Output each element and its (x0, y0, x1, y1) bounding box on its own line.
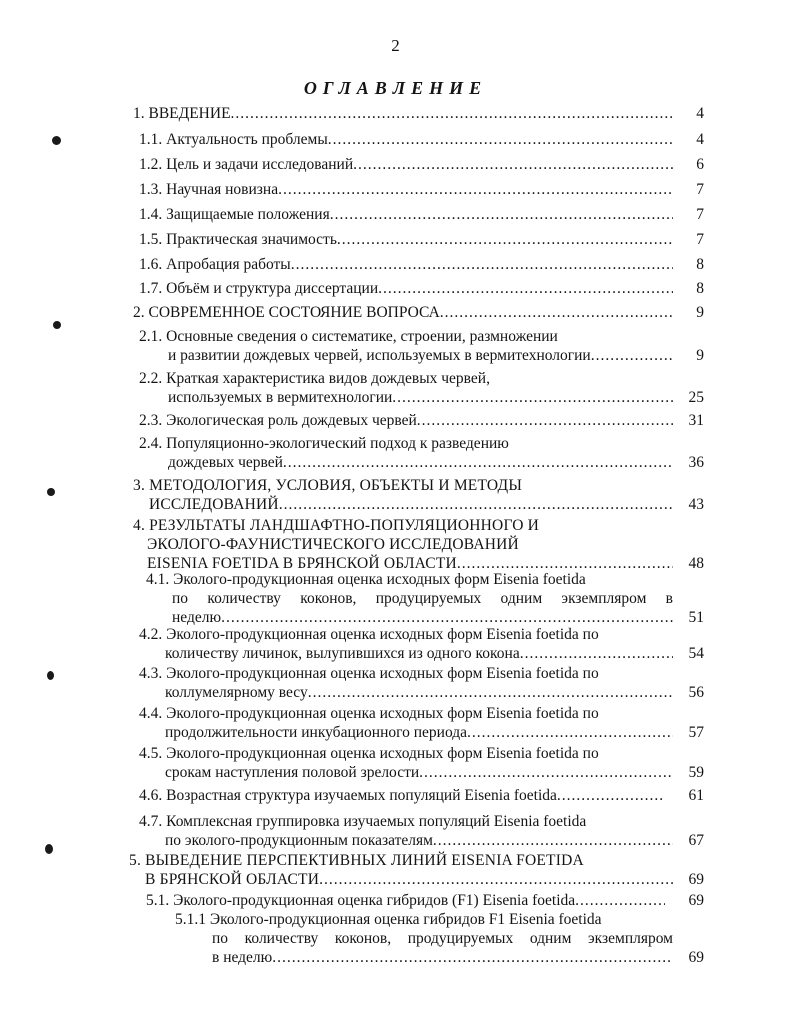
toc-page-number: 8 (696, 256, 704, 273)
toc-entry-1-6[interactable] (139, 255, 673, 274)
leader-dots (417, 411, 673, 430)
leader-dots (591, 346, 673, 365)
toc-entry-title-line: 4.5. Эколого-продукционная оценка исходных форм Eisenia foetida по (139, 745, 599, 762)
margin-blot (52, 136, 61, 145)
toc-entry-5-1-1[interactable] (175, 910, 673, 967)
margin-blot (45, 844, 53, 854)
toc-page-number: 4 (696, 105, 704, 122)
leader-dots (520, 644, 673, 663)
toc-entry-title-line: по количеству коконов, продуцируемых одним экземпляром (212, 930, 673, 947)
toc-entry-4-5[interactable] (139, 744, 673, 782)
leader-dots (330, 205, 673, 224)
leader-dots (319, 870, 673, 889)
toc-entry-title: 1.1. Актуальность проблемы (139, 131, 328, 148)
leader-dots (575, 891, 665, 910)
toc-entry-title-line: по количеству коконов, продуцируемых одним экземпляром в (172, 590, 673, 607)
toc-entry-2[interactable] (133, 303, 673, 322)
leader-dots (557, 786, 664, 805)
toc-page-number: 51 (688, 609, 704, 626)
toc-page-number: 7 (696, 206, 704, 223)
toc-entry-title-line: и развитии дождевых червей, используемых в вермитехнологии (168, 347, 591, 364)
toc-page-number: 4 (696, 131, 704, 148)
toc-entry-title-line: 4.1. Эколого-продукционная оценка исходных форм Eisenia foetida (146, 571, 586, 588)
toc-entry-4-6[interactable] (139, 786, 664, 805)
toc-entry-title: 1.2. Цель и задачи исследований (139, 156, 354, 173)
leader-dots (231, 104, 673, 123)
toc-entry-4-3[interactable] (139, 664, 673, 702)
toc-page-number: 9 (696, 304, 704, 321)
leader-dots (279, 495, 673, 514)
toc-entry-title: 4.6. Возрастная структура изучаемых популяций Eisenia foetida (139, 787, 557, 804)
toc-entry-title-line: по эколого-продукционным показателям (165, 832, 433, 849)
toc-entry-title-line: срокам наступления половой зрелости (165, 764, 420, 781)
toc-page-number: 69 (688, 871, 704, 888)
toc-entry-title-line: 2.1. Основные сведения о систематике, строении, размножении (139, 328, 558, 345)
toc-entry-5-1[interactable] (146, 891, 665, 910)
toc-entry-5[interactable] (129, 851, 673, 889)
toc-entry-1-3[interactable] (139, 180, 673, 199)
toc-page-number: 67 (688, 832, 704, 849)
toc-entry-1-2[interactable] (139, 155, 673, 174)
toc-page-number: 25 (688, 389, 704, 406)
toc-entry-title-line: неделю (172, 609, 222, 626)
toc-page-number: 7 (696, 231, 704, 248)
toc-entry-title: 1. ВВЕДЕНИЕ (133, 105, 231, 122)
toc-entry-title: 1.5. Практическая значимость (139, 231, 337, 248)
toc-entry-1-5[interactable] (139, 230, 673, 249)
leader-dots (378, 279, 673, 298)
toc-entry-title-line: количеству личинок, вылупившихся из одного кокона (165, 645, 520, 662)
toc-entry-title-line: используемых в вермитехнологии (168, 389, 393, 406)
toc-entry-title-line: продолжительности инкубационного периода (165, 724, 468, 741)
leader-dots (291, 255, 673, 274)
toc-entry-1-4[interactable] (139, 205, 673, 224)
toc-entry-title: 1.4. Защищаемые положения (139, 206, 330, 223)
toc-entry-title-line: в неделю (212, 949, 273, 966)
toc-page-number: 54 (688, 645, 704, 662)
toc-entry-title-line: 4.2. Эколого-продукционная оценка исходных форм Eisenia foetida по (139, 626, 599, 643)
toc-entry-4-4[interactable] (139, 704, 673, 742)
leader-dots (433, 831, 673, 850)
toc-entry-title-line: 4.3. Эколого-продукционная оценка исходных форм Eisenia foetida по (139, 665, 599, 682)
toc-page-number: 9 (696, 347, 704, 364)
toc-page-number: 59 (688, 764, 704, 781)
toc-entry-title-line: В БРЯНСКОЙ ОБЛАСТИ (145, 871, 320, 888)
toc-entry-title: 2.3. Экологическая роль дождевых червей (139, 412, 417, 429)
toc-page-number: 48 (688, 555, 704, 572)
margin-blot (47, 488, 55, 496)
toc-entry-title-line: 5. ВЫВЕДЕНИЕ ПЕРСПЕКТИВНЫХ ЛИНИЙ EISENIA FOETIDA (129, 852, 584, 869)
toc-entry-title-line: 4.7. Комплексная группировка изучаемых популяций Eisenia foetida (139, 813, 587, 830)
leader-dots (392, 388, 673, 407)
toc-page-number: 61 (688, 787, 704, 804)
toc-entry-title-line: 2.4. Популяционно-экологический подход к разведению (139, 435, 509, 452)
toc-entry-1-7[interactable] (139, 279, 673, 298)
leader-dots (419, 763, 673, 782)
toc-entry-title: 1.6. Апробация работы (139, 256, 291, 273)
leader-dots (337, 230, 673, 249)
toc-entry-title-line: 2.2. Краткая характеристика видов дождевых червей, (139, 370, 490, 387)
toc-entry-4-2[interactable] (139, 625, 673, 663)
leader-dots (353, 155, 673, 174)
toc-entry-title-line: 4.4. Эколого-продукционная оценка исходных форм Eisenia foetida по (139, 705, 599, 722)
toc-entry-title: 2. СОВРЕМЕННОЕ СОСТОЯНИЕ ВОПРОСА (133, 304, 440, 321)
leader-dots (467, 723, 673, 742)
toc-page-number: 31 (688, 412, 704, 429)
toc-entry-title-line: дождевых червей (168, 454, 283, 471)
margin-blot (47, 671, 54, 680)
toc-entry-title: 5.1. Эколого-продукционная оценка гибридов (F1) Eisenia foetida (146, 892, 576, 909)
leader-dots (440, 303, 673, 322)
toc-entry-title-line: 5.1.1 Эколого-продукционная оценка гибридов F1 Eisenia foetida (175, 911, 602, 928)
toc-entry-3[interactable] (133, 476, 673, 514)
leader-dots (272, 948, 673, 967)
leader-dots (283, 453, 673, 472)
leader-dots (308, 683, 673, 702)
toc-entry-title-line: 4. РЕЗУЛЬТАТЫ ЛАНДШАФТНО-ПОПУЛЯЦИОННОГО И (133, 517, 540, 534)
toc-entry-2-2[interactable] (139, 369, 673, 407)
toc-page-number: 57 (688, 724, 704, 741)
toc-entry-title: 1.7. Объём и структура диссертации (139, 280, 379, 297)
margin-blot (53, 321, 61, 329)
leader-dots (328, 130, 673, 149)
toc-entry-title-line: коллумелярному весу (165, 684, 308, 701)
toc-page-number: 69 (688, 949, 704, 966)
toc-page-number: 6 (696, 156, 704, 173)
toc-entry-4-7[interactable] (139, 812, 673, 850)
toc-entry-title-line: EISENIA FOETIDA В БРЯНСКОЙ ОБЛАСТИ (147, 555, 457, 572)
toc-page-number: 69 (688, 892, 704, 909)
page-number: 2 (391, 36, 400, 55)
toc-entry-title-line: ИССЛЕДОВАНИЙ (149, 496, 279, 513)
toc-page-number: 43 (688, 496, 704, 513)
toc-entry-2-3[interactable] (139, 411, 673, 430)
page-title: ОГЛАВЛЕНИЕ (303, 78, 488, 98)
toc-entry-2-4[interactable] (139, 434, 673, 472)
toc-entry-2-1[interactable] (139, 327, 673, 365)
toc-page-number: 36 (688, 454, 704, 471)
toc-entry-1[interactable] (133, 104, 673, 123)
toc-entry-4-1[interactable] (146, 570, 673, 627)
toc-entry-title-line: 3. МЕТОДОЛОГИЯ, УСЛОВИЯ, ОБЪЕКТЫ И МЕТОДЫ (133, 477, 523, 494)
toc-entry-1-1[interactable] (139, 130, 673, 149)
leader-dots (278, 180, 673, 199)
toc-entry-4[interactable] (133, 516, 673, 573)
toc-entry-title-line: ЭКОЛОГО-ФАУНИСТИЧЕСКОГО ИССЛЕДОВАНИЙ (147, 536, 519, 553)
toc-page-number: 8 (696, 280, 704, 297)
toc-page-number: 7 (696, 181, 704, 198)
toc-page-number: 56 (688, 684, 704, 701)
toc-entry-title: 1.3. Научная новизна (139, 181, 279, 198)
